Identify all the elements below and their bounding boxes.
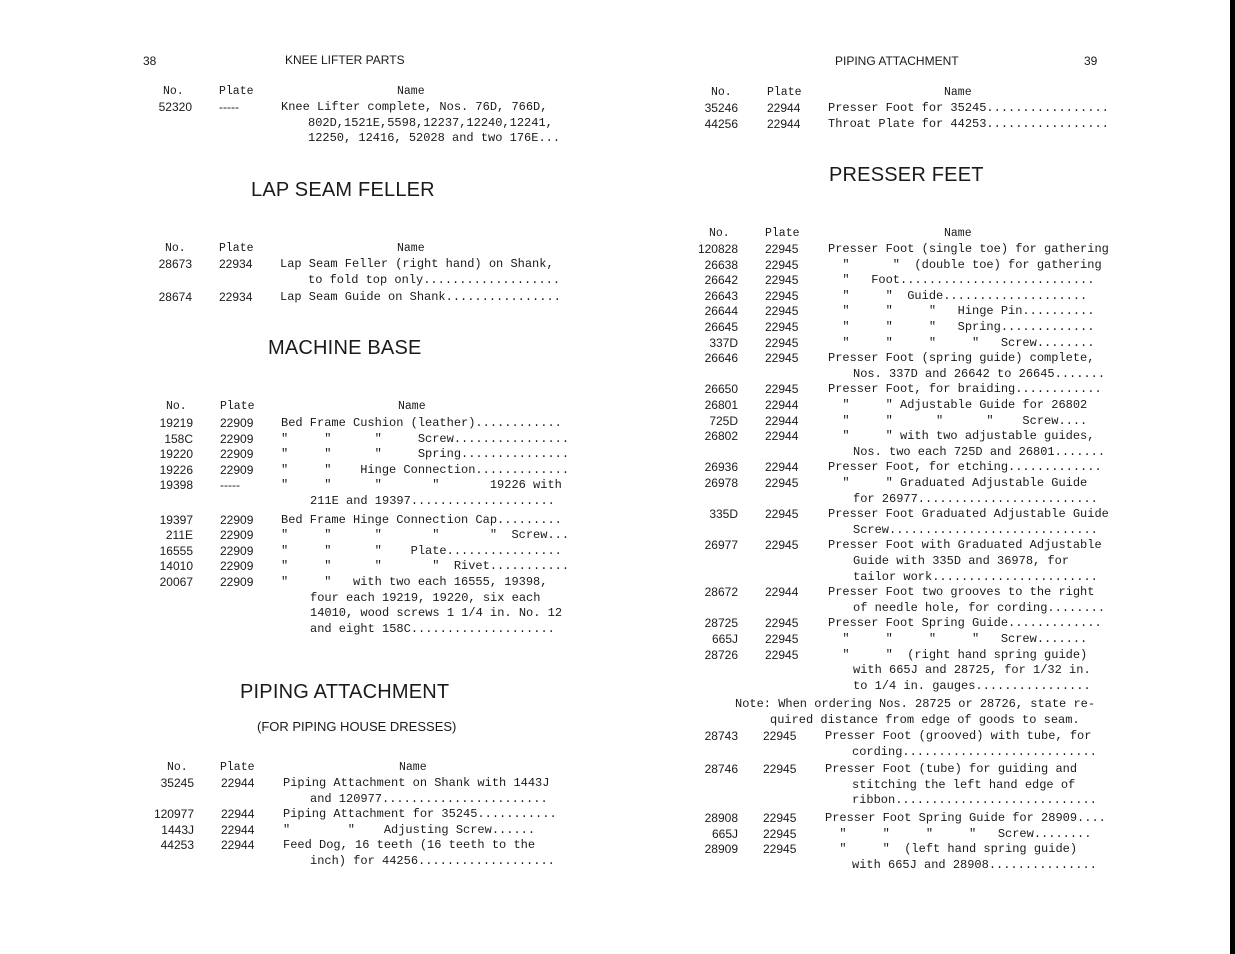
part-number: 19220	[159, 447, 193, 462]
part-number: 19397	[159, 512, 193, 527]
column-header-no: No.	[711, 86, 732, 99]
part-name: " Foot...........................	[828, 273, 1095, 288]
plate-number: 22944	[765, 585, 799, 600]
plate-number: 22944	[767, 101, 801, 115]
plate-number: 22909	[220, 575, 254, 589]
part-name: " " " Spring.............	[828, 320, 1095, 334]
column-header-name: Name	[397, 85, 425, 98]
part-number: 28725	[704, 616, 738, 631]
part-name-continued: ribbon............................	[852, 793, 1097, 808]
part-name: Bed Frame Hinge Connection Cap.........	[281, 512, 562, 527]
table-row	[0, 289, 1235, 305]
plate-number: 22944	[221, 838, 255, 853]
right-page-number: 39	[1084, 54, 1098, 68]
part-name: " " " Screw................	[281, 431, 570, 446]
part-name-continued: stitching the left hand edge of	[852, 777, 1076, 792]
table-row	[0, 304, 1235, 320]
part-number: 19219	[159, 416, 193, 430]
table-row	[0, 476, 1235, 507]
section-title-machine-base: MACHINE BASE	[268, 337, 422, 359]
table-row	[0, 429, 1235, 460]
plate-number: 22944	[765, 398, 799, 412]
plate-number: -----	[220, 478, 240, 493]
part-name-continued: cording...........................	[852, 744, 1097, 759]
part-name: " " Guide....................	[828, 288, 1088, 303]
table-row	[0, 842, 1235, 873]
plate-number: 22945	[765, 647, 799, 662]
part-name-continued: inch) for 44256...................	[310, 853, 555, 868]
plate-number: 22945	[763, 729, 797, 743]
part-name: " " Hinge Connection.............	[281, 462, 570, 477]
plate-number: 22944	[765, 413, 799, 428]
part-number: 28726	[704, 647, 738, 662]
plate-number: 22945	[765, 257, 799, 272]
part-name: " " " " Rivet...........	[281, 559, 570, 574]
part-name: " " " " Screw....	[828, 413, 1088, 428]
section-title-presser-feet: PRESSER FEET	[829, 164, 984, 186]
part-name-continued: for 26977.........................	[853, 491, 1098, 506]
left-running-title: KNEE LIFTER PARTS	[285, 53, 405, 67]
plate-number: 22909	[220, 462, 254, 477]
part-name: Lap Seam Guide on Shank................	[280, 290, 561, 305]
part-name: " " " " Screw........	[828, 335, 1095, 350]
table-row	[0, 101, 1235, 117]
part-number: 211E	[165, 528, 193, 543]
table-row	[0, 729, 1235, 760]
part-number: 26650	[704, 382, 738, 397]
part-name: " " with two each 16555, 19398,	[281, 575, 548, 589]
part-name: " " (right hand spring guide)	[828, 647, 1088, 662]
part-name: Presser Foot with Graduated Adjustable	[828, 538, 1102, 553]
column-header-no: No.	[165, 242, 186, 255]
part-name-continued: tailor work.......................	[853, 569, 1098, 584]
part-number: 665J	[711, 826, 738, 841]
part-name: Presser Foot (spring guide) complete,	[828, 351, 1095, 366]
table-row	[0, 398, 1235, 414]
part-name: " " Adjusting Screw......	[283, 822, 536, 837]
column-header-no: No.	[709, 227, 730, 240]
section-subtitle-piping: (FOR PIPING HOUSE DRESSES)	[257, 719, 457, 734]
table-row	[0, 258, 1235, 274]
column-header-name: Name	[944, 227, 972, 240]
plate-number: 22934	[219, 290, 253, 305]
section-title-piping-attachment: PIPING ATTACHMENT	[240, 681, 450, 703]
part-number: 28674	[158, 290, 192, 305]
scan-edge-bar	[1230, 0, 1235, 954]
table-row	[0, 585, 1235, 616]
part-name-continued: four each 19219, 19220, six each	[310, 590, 541, 605]
plate-number: 22945	[763, 826, 797, 841]
part-name: Presser Foot, for braiding............	[828, 382, 1102, 397]
table-row	[0, 320, 1235, 336]
part-number: 19226	[159, 462, 193, 477]
plate-number: 22945	[765, 335, 799, 350]
column-header-plate: Plate	[220, 400, 255, 413]
part-number: 26643	[704, 288, 738, 303]
part-number: 26977	[704, 538, 738, 553]
table-row	[0, 382, 1235, 398]
part-name: Bed Frame Cushion (leather)............	[281, 416, 562, 430]
part-name: Presser Foot two grooves to the right	[828, 585, 1095, 600]
part-name-continued: and 120977.......................	[310, 791, 548, 806]
plate-number: -----	[219, 100, 239, 114]
column-header-plate: Plate	[219, 85, 254, 98]
plate-number: 22945	[765, 616, 799, 631]
plate-number: 22944	[765, 429, 799, 444]
part-name-continued: 802D,1521E,5598,12237,12240,12241,	[308, 115, 553, 130]
part-name-continued: 12250, 12416, 52028 and two 176E...	[308, 131, 561, 146]
part-name: Piping Attachment for 35245...........	[283, 807, 557, 822]
part-number: 120977	[153, 807, 194, 822]
table-row	[0, 273, 1235, 289]
column-header-name: Name	[944, 86, 972, 99]
table-row	[0, 632, 1235, 648]
part-name: " " " Hinge Pin..........	[828, 304, 1095, 319]
part-number: 28672	[704, 585, 738, 600]
table-row	[0, 616, 1235, 632]
table-row	[0, 242, 1235, 258]
part-name: Presser Foot for 35245.................	[828, 101, 1109, 115]
part-name: Presser Foot (grooved) with tube, for	[825, 729, 1092, 743]
left-page-number: 38	[143, 54, 157, 68]
table-row	[0, 414, 1235, 430]
plate-number: 22944	[765, 460, 799, 475]
column-header-plate: Plate	[219, 242, 254, 255]
part-name-continued: Nos. 337D and 26642 to 26645.......	[853, 366, 1106, 381]
part-name-continued: and eight 158C....................	[310, 621, 555, 636]
part-name: " " " " Screw........	[825, 826, 1092, 841]
part-name: " " Graduated Adjustable Guide	[828, 476, 1088, 490]
plate-number: 22909	[220, 528, 254, 543]
part-number: 35246	[704, 101, 738, 115]
part-name: " " " Spring...............	[281, 447, 570, 462]
note-line: Note: When ordering Nos. 28725 or 28726, state re-	[735, 697, 1096, 711]
plate-number: 22909	[220, 512, 254, 527]
part-name: Lap Seam Feller (right hand) on Shank,	[280, 257, 554, 271]
column-header-no: No.	[163, 85, 184, 98]
part-name-continued: to 1/4 in. gauges................	[853, 678, 1091, 693]
part-name: Piping Attachment on Shank with 1443J	[283, 776, 550, 790]
part-number: 26936	[704, 460, 738, 475]
part-name: " " " Plate................	[281, 543, 562, 558]
plate-number: 22945	[763, 842, 797, 857]
part-number: 337D	[709, 335, 738, 350]
part-number: 158C	[164, 431, 193, 446]
part-number: 26644	[704, 304, 738, 319]
part-number: 665J	[711, 632, 738, 646]
part-number: 26638	[704, 257, 738, 272]
part-number: 725D	[709, 413, 738, 428]
part-number: 120828	[697, 242, 738, 256]
plate-number: 22945	[765, 273, 799, 288]
plate-number: 22909	[220, 416, 254, 430]
table-row	[0, 460, 1235, 476]
plate-number: 22945	[765, 288, 799, 303]
part-name-continued: 211E and 19397....................	[310, 493, 555, 508]
plate-number: 22945	[765, 304, 799, 319]
part-name: Presser Foot Spring Guide for 28909....	[825, 811, 1106, 825]
part-number: 26802	[704, 429, 738, 444]
table-row	[0, 351, 1235, 382]
plate-number: 22945	[763, 811, 797, 825]
part-name: Presser Foot Spring Guide.............	[828, 616, 1102, 631]
part-number: 52320	[158, 100, 192, 114]
part-name-continued: Nos. two each 725D and 26801.......	[853, 444, 1106, 459]
plate-number: 22944	[767, 116, 801, 131]
part-number: 26978	[704, 476, 738, 490]
part-name: Presser Foot Graduated Adjustable Guide	[828, 507, 1109, 522]
part-name: Presser Foot, for etching.............	[828, 460, 1102, 475]
column-header-name: Name	[399, 761, 427, 774]
part-number: 28908	[704, 811, 738, 825]
plate-number: 22945	[765, 351, 799, 366]
part-name: " " Adjustable Guide for 26802	[828, 398, 1088, 412]
part-number: 28673	[158, 257, 192, 271]
part-number: 335D	[709, 507, 738, 522]
plate-number: 22945	[765, 507, 799, 522]
column-header-plate: Plate	[767, 86, 802, 99]
table-row	[0, 336, 1235, 352]
column-header-no: No.	[167, 761, 188, 774]
part-number: 14010	[159, 559, 193, 574]
table-row	[0, 811, 1235, 827]
part-name: Knee Lifter complete, Nos. 76D, 766D,	[281, 100, 548, 114]
part-name-continued: of needle hole, for cording........	[853, 600, 1106, 615]
part-name: " " " " Screw.......	[828, 632, 1088, 646]
table-row	[0, 762, 1235, 809]
table-row	[0, 117, 1235, 133]
part-number: 26801	[704, 398, 738, 412]
plate-number: 22945	[765, 538, 799, 553]
part-name-continued: with 665J and 28908...............	[852, 857, 1097, 872]
plate-number: 22945	[765, 632, 799, 646]
part-number: 16555	[159, 543, 193, 558]
table-row	[0, 648, 1235, 695]
column-header-plate: Plate	[220, 761, 255, 774]
part-name: Throat Plate for 44253.................	[828, 116, 1109, 131]
plate-number: 22909	[220, 543, 254, 558]
part-number: 35245	[160, 776, 194, 790]
plate-number: 22945	[765, 382, 799, 397]
plate-number: 22945	[765, 476, 799, 490]
table-row	[0, 538, 1235, 585]
part-name: " " " " 19226 with	[281, 478, 562, 493]
part-number: 19398	[159, 478, 193, 493]
part-number: 44256	[704, 116, 738, 131]
part-number: 20067	[159, 575, 193, 589]
note-line-continued: quired distance from edge of goods to seam.	[770, 712, 1080, 727]
table-row	[0, 827, 1235, 843]
part-name: " " (left hand spring guide)	[825, 842, 1078, 857]
column-header-plate: Plate	[765, 227, 800, 240]
part-name-continued: Guide with 335D and 36978, for	[853, 553, 1070, 568]
part-name-continued: 14010, wood screws 1 1/4 in. No. 12	[310, 606, 563, 621]
plate-number: 22945	[765, 242, 799, 256]
column-header-no: No.	[166, 400, 187, 413]
plate-number: 22945	[765, 320, 799, 334]
plate-number: 22909	[220, 447, 254, 462]
plate-number: 22909	[220, 431, 254, 446]
plate-number: 22944	[221, 776, 255, 790]
part-number: 26645	[704, 320, 738, 334]
part-name: Presser Foot (tube) for guiding and	[825, 762, 1078, 777]
plate-number: 22944	[221, 807, 255, 822]
right-running-title: PIPING ATTACHMENT	[835, 54, 959, 68]
section-title-lap-seam-feller: LAP SEAM FELLER	[251, 179, 435, 201]
part-number: 44253	[160, 838, 194, 853]
part-name: " " (double toe) for gathering	[828, 257, 1102, 272]
part-number: 26642	[704, 273, 738, 288]
column-header-name: Name	[398, 400, 426, 413]
plate-number: 22934	[219, 257, 253, 271]
part-number: 28909	[704, 842, 738, 857]
part-name-continued: with 665J and 28725, for 1/32 in.	[853, 663, 1091, 678]
table-row	[0, 507, 1235, 538]
part-number: 26646	[704, 351, 738, 366]
part-name-continued: to fold top only...................	[308, 272, 561, 287]
part-name-continued: Screw.............................	[853, 522, 1098, 537]
part-name: " " with two adjustable guides,	[828, 429, 1095, 444]
part-number: 1443J	[161, 822, 194, 837]
plate-number: 22944	[221, 822, 255, 837]
plate-number: 22945	[763, 762, 797, 777]
part-number: 28746	[704, 762, 738, 777]
column-header-name: Name	[397, 242, 425, 255]
part-name: " " " " " Screw...	[281, 528, 570, 543]
part-name: Presser Foot (single toe) for gathering	[828, 242, 1109, 256]
part-name: Feed Dog, 16 teeth (16 teeth to the	[283, 838, 536, 853]
plate-number: 22909	[220, 559, 254, 574]
part-number: 28743	[704, 729, 738, 743]
